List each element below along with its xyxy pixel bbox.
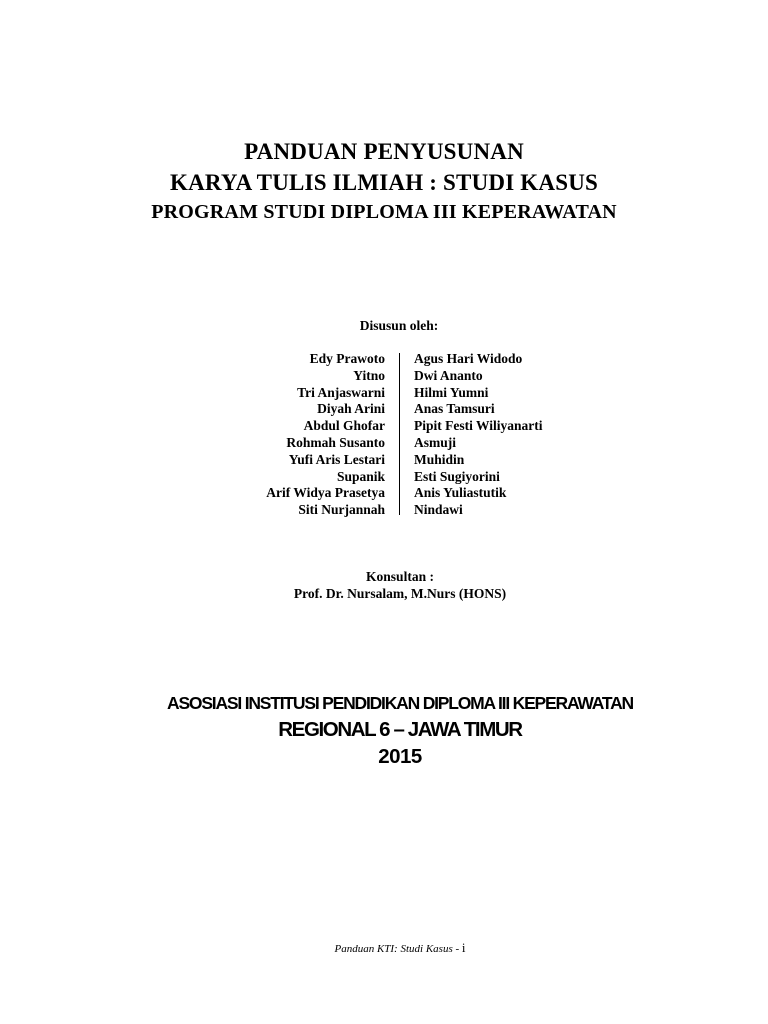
author-row	[0, 401, 768, 418]
page-footer	[0, 940, 768, 956]
author-row	[0, 435, 768, 452]
author-row	[0, 485, 768, 502]
author-row	[0, 469, 768, 486]
association-region: REGIONAL 6 – JAWA TIMUR	[278, 718, 522, 741]
author-right: Muhidin	[414, 451, 465, 467]
association-year: 2015	[378, 745, 422, 768]
footer-text: Panduan KTI: Studi Kasus	[334, 943, 453, 955]
author-right: Asmuji	[414, 434, 457, 450]
author-row	[0, 368, 768, 385]
footer-separator: -	[452, 943, 462, 955]
authors-list	[0, 351, 768, 519]
author-left: Yufi Aris Lestari	[288, 451, 385, 467]
author-row	[0, 418, 768, 435]
title-line-3: PROGRAM STUDI DIPLOMA III KEPERAWATAN	[151, 201, 617, 223]
author-left: Yitno	[353, 367, 385, 383]
author-right: Agus Hari Widodo	[414, 351, 523, 366]
author-right: Dwi Ananto	[414, 367, 483, 383]
author-right: Esti Sugiyorini	[414, 468, 500, 484]
title-line-2: KARYA TULIS ILMIAH : STUDI KASUS	[169, 170, 598, 195]
author-left: Supanik	[336, 468, 385, 484]
author-right: Hilmi Yumni	[414, 384, 489, 400]
authors-heading: Disusun oleh:	[359, 318, 439, 333]
author-row	[0, 502, 768, 519]
association-block	[0, 690, 768, 770]
author-left: Tri Anjaswarni	[297, 384, 385, 400]
author-left: Edy Prawoto	[309, 351, 385, 366]
author-right: Nindawi	[414, 502, 463, 518]
author-right: Pipit Festi Wiliyanarti	[414, 418, 543, 434]
consultant-block	[0, 568, 768, 602]
author-row	[0, 452, 768, 469]
author-left: Rohmah Susanto	[286, 434, 385, 450]
association-name: ASOSIASI INSTITUSI PENDIDIKAN DIPLOMA III KEPERAWATAN	[167, 693, 633, 713]
title-line-1: PANDUAN PENYUSUNAN	[244, 139, 524, 164]
page-number: i	[461, 940, 466, 955]
author-right: Anis Yuliastutik	[414, 485, 507, 501]
author-row	[0, 351, 768, 368]
author-left: Diyah Arini	[317, 401, 385, 417]
consultant-name: Prof. Dr. Nursalam, M.Nurs (HONS)	[293, 586, 507, 601]
author-right: Anas Tamsuri	[414, 401, 495, 417]
document-title	[0, 136, 768, 226]
author-row	[0, 385, 768, 402]
author-left: Siti Nurjannah	[298, 502, 385, 518]
author-left: Abdul Ghofar	[303, 418, 385, 434]
consultant-label: Konsultan :	[366, 569, 434, 584]
author-left: Arif Widya Prasetya	[266, 485, 385, 501]
